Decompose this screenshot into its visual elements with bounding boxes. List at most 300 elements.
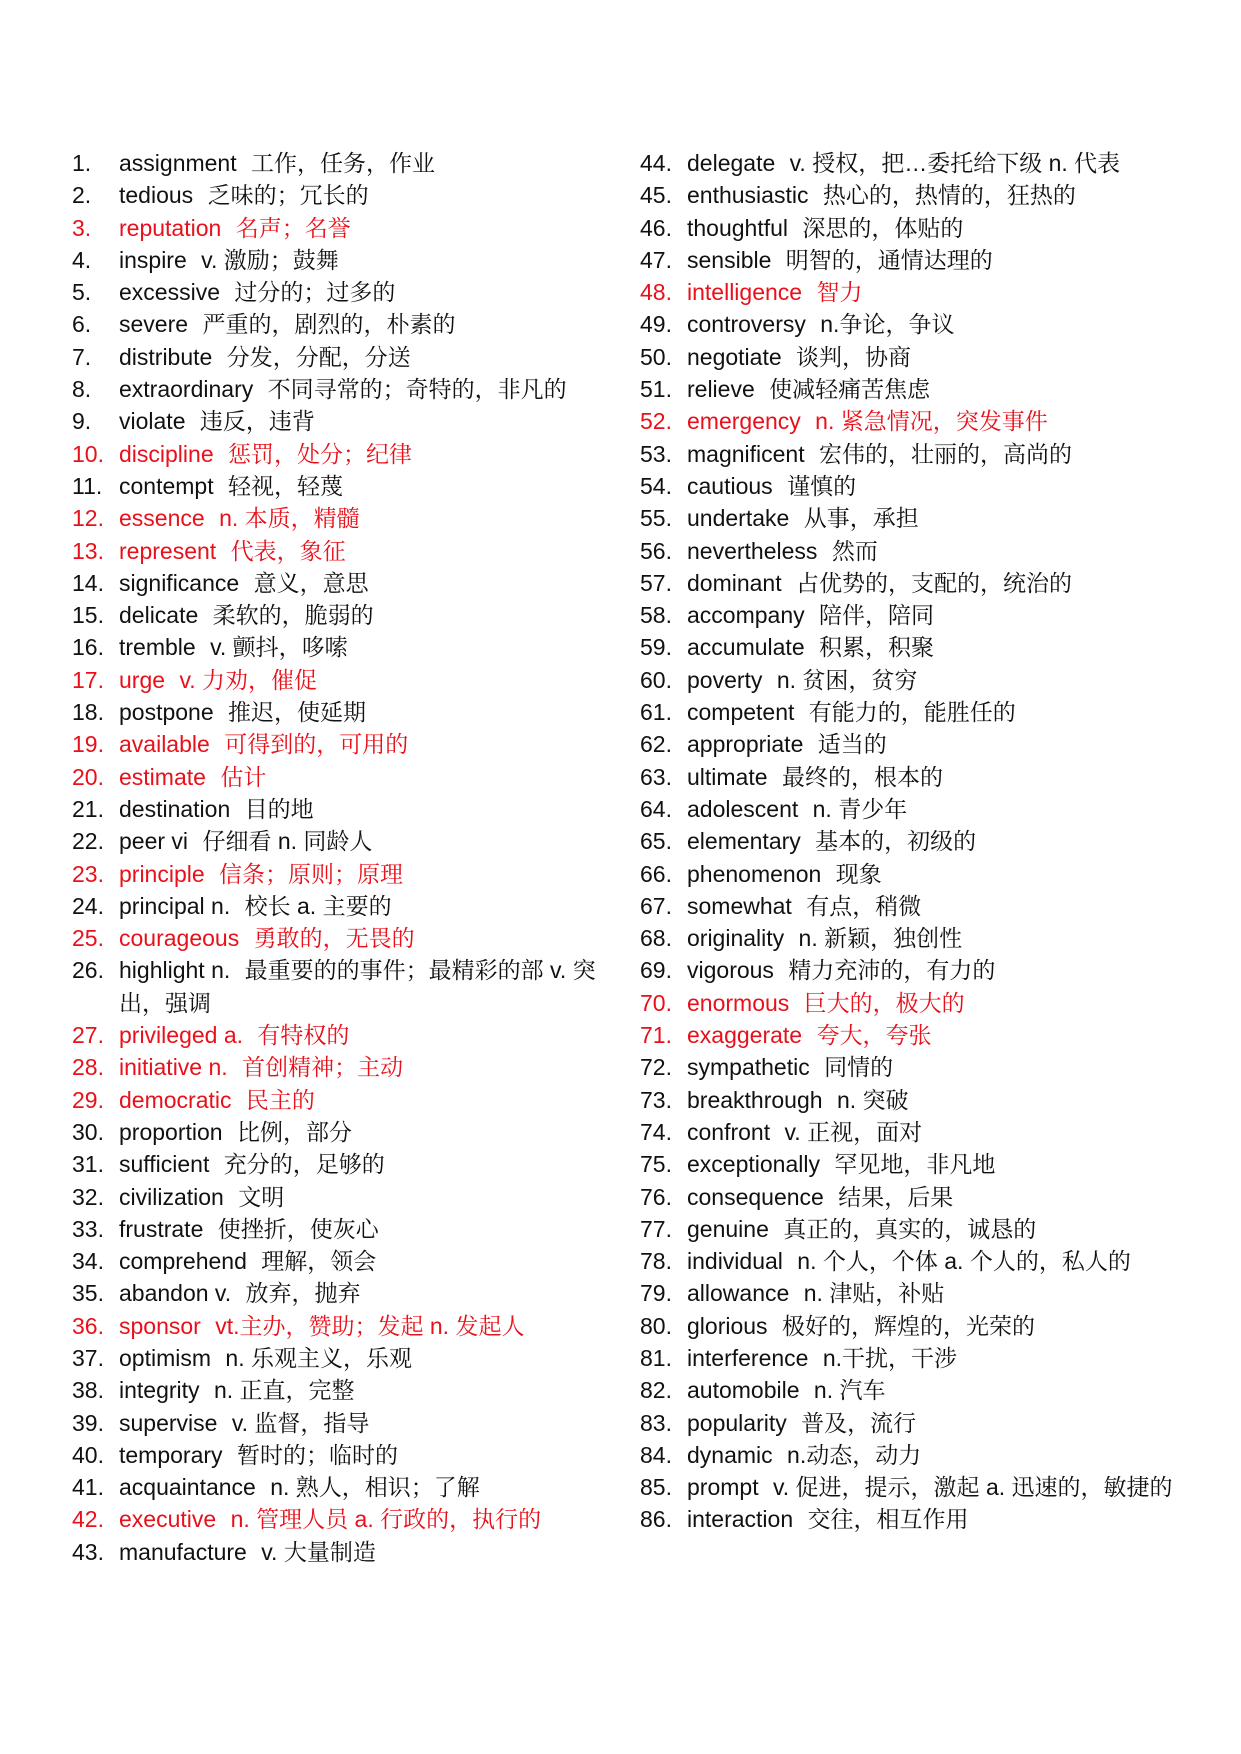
item-number: 73. [640, 1086, 672, 1113]
vocab-word: dominant [687, 569, 782, 596]
item-number: 56. [640, 537, 672, 564]
item-body [687, 1342, 1180, 1374]
vocab-item [640, 502, 1180, 534]
vocab-definition: 严重的，剧烈的，朴素的 [202, 311, 456, 338]
item-body [687, 1277, 1180, 1309]
item-body [687, 1084, 1180, 1116]
vocab-word: represent [119, 537, 217, 564]
vocab-definition: 极好的，辉煌的，光荣的 [781, 1312, 1035, 1339]
vocab-item [72, 1019, 612, 1051]
item-body [687, 1503, 1180, 1535]
vocab-item [640, 276, 1180, 308]
vocab-word: highlight n. [119, 957, 231, 984]
vocab-word: confront [687, 1118, 771, 1145]
vocab-definition: 陪伴，陪同 [819, 602, 935, 629]
item-number: 39. [72, 1409, 104, 1436]
vocab-definition: n. 个人，个体 a. 个人的，私人的 [797, 1248, 1131, 1275]
vocab-item [72, 1116, 612, 1148]
vocab-definition: v. 促进，提示，激起 a. 迅速的，敏捷的 [772, 1474, 1173, 1501]
item-body [687, 470, 1180, 502]
vocab-definition: n. 新颖，独创性 [798, 925, 963, 952]
item-number: 42. [72, 1506, 104, 1533]
vocab-word: sufficient [119, 1151, 210, 1178]
item-body [119, 438, 612, 470]
item-body [687, 631, 1180, 663]
item-body [119, 1503, 612, 1535]
vocab-word: democratic [119, 1086, 232, 1113]
vocab-item [72, 954, 612, 1019]
item-number: 43. [72, 1538, 104, 1565]
vocab-item [640, 1471, 1180, 1503]
vocab-word: enormous [687, 989, 790, 1016]
vocab-definition: 交往，相互作用 [807, 1506, 969, 1533]
vocab-item [640, 535, 1180, 567]
item-body [119, 179, 612, 211]
vocab-word: ultimate [687, 763, 768, 790]
vocab-word: proportion [119, 1118, 223, 1145]
vocab-word: adolescent [687, 795, 799, 822]
vocab-definition: n. 津贴，补贴 [803, 1280, 945, 1307]
item-number: 83. [640, 1409, 672, 1436]
vocab-word: breakthrough [687, 1086, 823, 1113]
item-body [687, 728, 1180, 760]
vocab-word: reputation [119, 214, 222, 241]
item-body [119, 1374, 612, 1406]
vocab-definition: 意义，意思 [253, 569, 369, 596]
vocab-item [640, 761, 1180, 793]
vocab-definition: v. 正视，面对 [784, 1118, 923, 1145]
vocab-item [72, 244, 612, 276]
item-number: 35. [72, 1280, 104, 1307]
item-number: 15. [72, 602, 104, 629]
vocab-definition: 比例，部分 [236, 1118, 352, 1145]
vocab-word: consequence [687, 1183, 824, 1210]
item-number: 82. [640, 1377, 672, 1404]
item-body [119, 502, 612, 534]
vocab-item [72, 567, 612, 599]
vocab-definition: 过分的；过多的 [234, 279, 396, 306]
item-body [119, 664, 612, 696]
item-body [119, 599, 612, 631]
vocab-item [640, 1342, 1180, 1374]
vocab-item [640, 1181, 1180, 1213]
vocab-word: interference [687, 1344, 809, 1371]
vocab-word: temporary [119, 1441, 223, 1468]
vocab-definition: 普及，流行 [801, 1409, 917, 1436]
item-body [687, 341, 1180, 373]
item-body [687, 567, 1180, 599]
vocab-definition: 不同寻常的；奇特的，非凡的 [267, 376, 567, 403]
item-body [687, 1310, 1180, 1342]
item-number: 61. [640, 699, 672, 726]
vocab-word: glorious [687, 1312, 768, 1339]
vocab-item [72, 1277, 612, 1309]
vocab-item [640, 1019, 1180, 1051]
item-number: 26. [72, 957, 104, 984]
item-number: 75. [640, 1151, 672, 1178]
item-body [119, 244, 612, 276]
item-body [119, 1536, 612, 1568]
vocab-word: extraordinary [119, 376, 254, 403]
vocab-item [72, 631, 612, 663]
item-number: 81. [640, 1344, 672, 1371]
item-body [119, 567, 612, 599]
item-body [119, 373, 612, 405]
vocab-definition: 暂时的；临时的 [236, 1441, 398, 1468]
vocab-item [640, 664, 1180, 696]
vocab-item [640, 825, 1180, 857]
item-number: 37. [72, 1344, 104, 1371]
item-number: 84. [640, 1441, 672, 1468]
vocab-definition: v. 授权，把…委托给下级 n. 代表 [789, 150, 1121, 176]
item-body [119, 1213, 612, 1245]
item-body [687, 1471, 1180, 1503]
item-number: 55. [640, 505, 672, 532]
item-body [119, 1342, 612, 1374]
item-number: 16. [72, 634, 104, 661]
vocab-word: accumulate [687, 634, 805, 661]
item-number: 63. [640, 763, 672, 790]
vocab-word: significance [119, 569, 240, 596]
vocab-word: genuine [687, 1215, 769, 1242]
vocab-definition: n. 青少年 [812, 795, 908, 822]
vocab-definition: 有特权的 [257, 1022, 350, 1049]
vocab-word: dynamic [687, 1441, 773, 1468]
item-number: 40. [72, 1441, 104, 1468]
vocab-definition: 名声；名誉 [235, 214, 351, 241]
item-body [119, 1439, 612, 1471]
item-body [119, 858, 612, 890]
item-body [119, 793, 612, 825]
item-body [687, 1374, 1180, 1406]
vocab-item [640, 890, 1180, 922]
vocab-item [640, 1051, 1180, 1083]
vocab-item [72, 1148, 612, 1180]
vocab-word: discipline [119, 440, 214, 467]
vocab-item [72, 1245, 612, 1277]
item-body [119, 1148, 612, 1180]
vocab-word: integrity [119, 1377, 200, 1404]
item-number: 24. [72, 892, 104, 919]
vocab-item [72, 1084, 612, 1116]
vocab-item [640, 793, 1180, 825]
item-body [687, 1213, 1180, 1245]
item-number: 25. [72, 925, 104, 952]
vocab-definition: 仔细看 n. 同龄人 [202, 828, 373, 855]
vocab-item [72, 212, 612, 244]
item-body [119, 922, 612, 954]
vocab-word: popularity [687, 1409, 787, 1436]
item-number: 27. [72, 1022, 104, 1049]
vocab-word: violate [119, 408, 186, 435]
item-number: 57. [640, 569, 672, 596]
vocab-word: abandon v. [119, 1280, 232, 1307]
vocab-word: executive [119, 1506, 217, 1533]
item-number: 51. [640, 376, 672, 403]
item-number: 34. [72, 1248, 104, 1275]
item-number: 49. [640, 311, 672, 338]
vocab-definition: 夸大，夸张 [816, 1022, 932, 1049]
vocab-definition: n. 熟人，相识；了解 [270, 1474, 480, 1501]
vocab-item [640, 438, 1180, 470]
vocab-definition: 谨慎的 [787, 472, 857, 499]
vocab-item [640, 1148, 1180, 1180]
item-number: 20. [72, 763, 104, 790]
vocab-item [640, 922, 1180, 954]
vocab-definition: 深思的，体贴的 [802, 214, 964, 241]
vocab-definition: v. 监督，指导 [231, 1409, 370, 1436]
item-number: 69. [640, 957, 672, 984]
vocab-item [72, 308, 612, 340]
vocab-word: prompt [687, 1474, 759, 1501]
item-number: 54. [640, 472, 672, 499]
item-body [687, 405, 1180, 437]
item-number: 58. [640, 602, 672, 629]
item-number: 33. [72, 1215, 104, 1242]
vocab-word: exaggerate [687, 1022, 803, 1049]
vocab-definition: n. 紧急情况，突发事件 [815, 408, 1048, 435]
vocab-definition: 巨大的，极大的 [803, 989, 965, 1016]
vocab-definition: 最终的，根本的 [781, 763, 943, 790]
vocab-definition: n. 正直，完整 [213, 1377, 355, 1404]
item-body [687, 1116, 1180, 1148]
item-number: 77. [640, 1215, 672, 1242]
item-number: 2. [72, 182, 92, 209]
item-number: 74. [640, 1118, 672, 1145]
item-number: 71. [640, 1022, 672, 1049]
item-number: 66. [640, 860, 672, 887]
item-body [687, 1148, 1180, 1180]
item-body [687, 308, 1180, 340]
item-number: 22. [72, 828, 104, 855]
item-number: 41. [72, 1474, 104, 1501]
vocab-word: accompany [687, 602, 805, 629]
vocab-word: optimism [119, 1344, 212, 1371]
vocab-word: delegate [687, 150, 776, 176]
item-number: 50. [640, 343, 672, 370]
vocab-definition: n. 乐观主义，乐观 [225, 1344, 412, 1371]
vocab-word: intelligence [687, 279, 803, 306]
vocab-word: negotiate [687, 343, 782, 370]
vocab-definition: 信条；原则；原理 [219, 860, 404, 887]
vocab-definition: n.动态，动力 [787, 1441, 922, 1468]
vocab-item [72, 341, 612, 373]
vocab-definition: 谈判，协商 [796, 343, 912, 370]
vocab-definition: 分发，分配，分送 [226, 343, 411, 370]
vocab-word: frustrate [119, 1215, 204, 1242]
vocab-item [72, 890, 612, 922]
item-number: 12. [72, 505, 104, 532]
item-body [119, 308, 612, 340]
vocab-definition: 轻视，轻蔑 [228, 472, 343, 499]
item-number: 21. [72, 795, 104, 822]
vocab-word: contempt [119, 472, 214, 499]
item-body [687, 599, 1180, 631]
item-number: 4. [72, 246, 92, 273]
vocab-definition: v. 力劝，催促 [179, 666, 318, 693]
vocab-item [72, 179, 612, 211]
item-number: 18. [72, 699, 104, 726]
vocab-word: civilization [119, 1183, 224, 1210]
vocab-item [72, 1310, 612, 1342]
vocab-item [640, 1503, 1180, 1535]
item-body [687, 535, 1180, 567]
item-number: 7. [72, 343, 92, 370]
item-number: 10. [72, 440, 104, 467]
vocab-definition: 宏伟的，壮丽的，高尚的 [819, 440, 1073, 467]
vocab-definition: 估计 [220, 763, 267, 790]
vocab-word: undertake [687, 505, 790, 532]
vocab-item [640, 954, 1180, 986]
item-body [119, 825, 612, 857]
vocab-word: allowance [687, 1280, 790, 1307]
vocab-word: relieve [687, 376, 755, 403]
vocab-definition: 放弃，抛弃 [245, 1280, 361, 1307]
item-body [687, 858, 1180, 890]
item-body [687, 179, 1180, 211]
vocab-definition: 有点，稍微 [806, 892, 922, 919]
vocab-word: enthusiastic [687, 182, 809, 209]
vocab-definition: n.争论，争议 [820, 311, 955, 338]
item-number: 76. [640, 1183, 672, 1210]
vocab-definition: 校长 a. 主要的 [244, 892, 392, 919]
vocab-definition: n.干扰，干涉 [822, 1344, 958, 1371]
vocab-item [72, 825, 612, 857]
item-number: 70. [640, 989, 672, 1016]
item-number: 78. [640, 1248, 672, 1275]
vocab-item [72, 502, 612, 534]
item-number: 80. [640, 1312, 672, 1339]
vocab-word: tremble [119, 634, 196, 661]
item-body [119, 1407, 612, 1439]
vocab-definition: 罕见地，非凡地 [834, 1151, 996, 1178]
vocab-definition: 现象 [835, 860, 882, 887]
vocab-word: magnificent [687, 440, 805, 467]
vocab-item [640, 1213, 1180, 1245]
item-body [119, 631, 612, 663]
vocab-word: postpone [119, 699, 214, 726]
item-number: 23. [72, 860, 104, 887]
item-number: 19. [72, 731, 104, 758]
vocab-item [640, 1374, 1180, 1406]
vocab-item [640, 858, 1180, 890]
vocab-definition: 惩罚，处分；纪律 [228, 440, 412, 467]
vocab-definition: v. 激励；鼓舞 [201, 246, 339, 273]
item-body [119, 1277, 612, 1309]
vocab-item [640, 212, 1180, 244]
vocab-word: manufacture [119, 1538, 247, 1565]
item-number: 6. [72, 311, 92, 338]
vocab-item [640, 1310, 1180, 1342]
item-body [687, 373, 1180, 405]
vocab-definition: vt.主办，赞助；发起 n. 发起人 [215, 1312, 525, 1339]
vocab-definition: 充分的，足够的 [223, 1151, 385, 1178]
item-number: 60. [640, 666, 672, 693]
item-body [119, 761, 612, 793]
vocab-definition: 工作，任务，作业 [251, 150, 436, 176]
vocab-item [72, 276, 612, 308]
vocab-definition: 柔软的，脆弱的 [212, 602, 374, 629]
item-number: 31. [72, 1151, 104, 1178]
vocab-item [72, 470, 612, 502]
item-body [687, 761, 1180, 793]
vocab-definition: 违反，违背 [199, 408, 315, 435]
vocab-item [640, 147, 1180, 179]
vocab-item [640, 631, 1180, 663]
item-body [687, 1181, 1180, 1213]
vocab-item [72, 1439, 612, 1471]
vocab-definition: 真正的，真实的，诚恳的 [783, 1215, 1037, 1242]
vocab-word: appropriate [687, 731, 804, 758]
vocab-word: emergency [687, 408, 801, 435]
vocab-definition: 基本的，初级的 [815, 828, 977, 855]
item-body [119, 1181, 612, 1213]
vocab-item [640, 696, 1180, 728]
vocab-item [640, 567, 1180, 599]
vocab-word: peer vi [119, 828, 189, 855]
vocab-item [72, 1407, 612, 1439]
item-number: 14. [72, 569, 104, 596]
vocab-item [72, 147, 612, 179]
item-body [687, 147, 1180, 179]
vocab-word: principle [119, 860, 205, 887]
vocab-item [640, 1277, 1180, 1309]
vocab-definition: v. 颤抖，哆嗦 [210, 634, 348, 661]
item-number: 65. [640, 828, 672, 855]
vocab-word: inspire [119, 246, 187, 273]
vocab-definition: v. 大量制造 [261, 1538, 376, 1565]
vocab-word: courageous [119, 925, 240, 952]
vocab-definition: 积累，积聚 [819, 634, 935, 661]
vocab-item [72, 728, 612, 760]
item-body [119, 1471, 612, 1503]
item-body [119, 696, 612, 728]
vocab-item [72, 1471, 612, 1503]
item-body [687, 212, 1180, 244]
vocab-word: assignment [119, 150, 237, 176]
vocab-definition: 代表，象征 [230, 537, 346, 564]
item-number: 32. [72, 1183, 104, 1210]
item-number: 28. [72, 1054, 104, 1081]
item-body [687, 1051, 1180, 1083]
item-body [687, 244, 1180, 276]
vocab-item [640, 308, 1180, 340]
item-number: 38. [72, 1377, 104, 1404]
vocab-definition: n. 突破 [836, 1086, 909, 1113]
vocab-word: excessive [119, 279, 220, 306]
vocab-word: elementary [687, 828, 801, 855]
vocab-item [72, 1536, 612, 1568]
item-body [687, 954, 1180, 986]
item-body [119, 1019, 612, 1051]
vocab-definition: 智力 [816, 279, 863, 306]
item-number: 8. [72, 376, 92, 403]
vocab-item [640, 179, 1180, 211]
vocab-definition: n. 汽车 [813, 1377, 886, 1404]
item-number: 29. [72, 1086, 104, 1113]
vocab-item [72, 1181, 612, 1213]
vocab-item [72, 922, 612, 954]
vocab-definition: 最重要的的事件；最精彩的部 v. 突出，强调 [119, 957, 596, 1016]
vocab-definition: n. 贫困，贫穷 [776, 666, 918, 693]
item-number: 47. [640, 246, 672, 273]
item-body [687, 502, 1180, 534]
item-number: 72. [640, 1054, 672, 1081]
vocab-definition: 有能力的，能胜任的 [808, 699, 1016, 726]
item-body [687, 438, 1180, 470]
vocab-word: sponsor [119, 1312, 201, 1339]
vocab-item [72, 599, 612, 631]
